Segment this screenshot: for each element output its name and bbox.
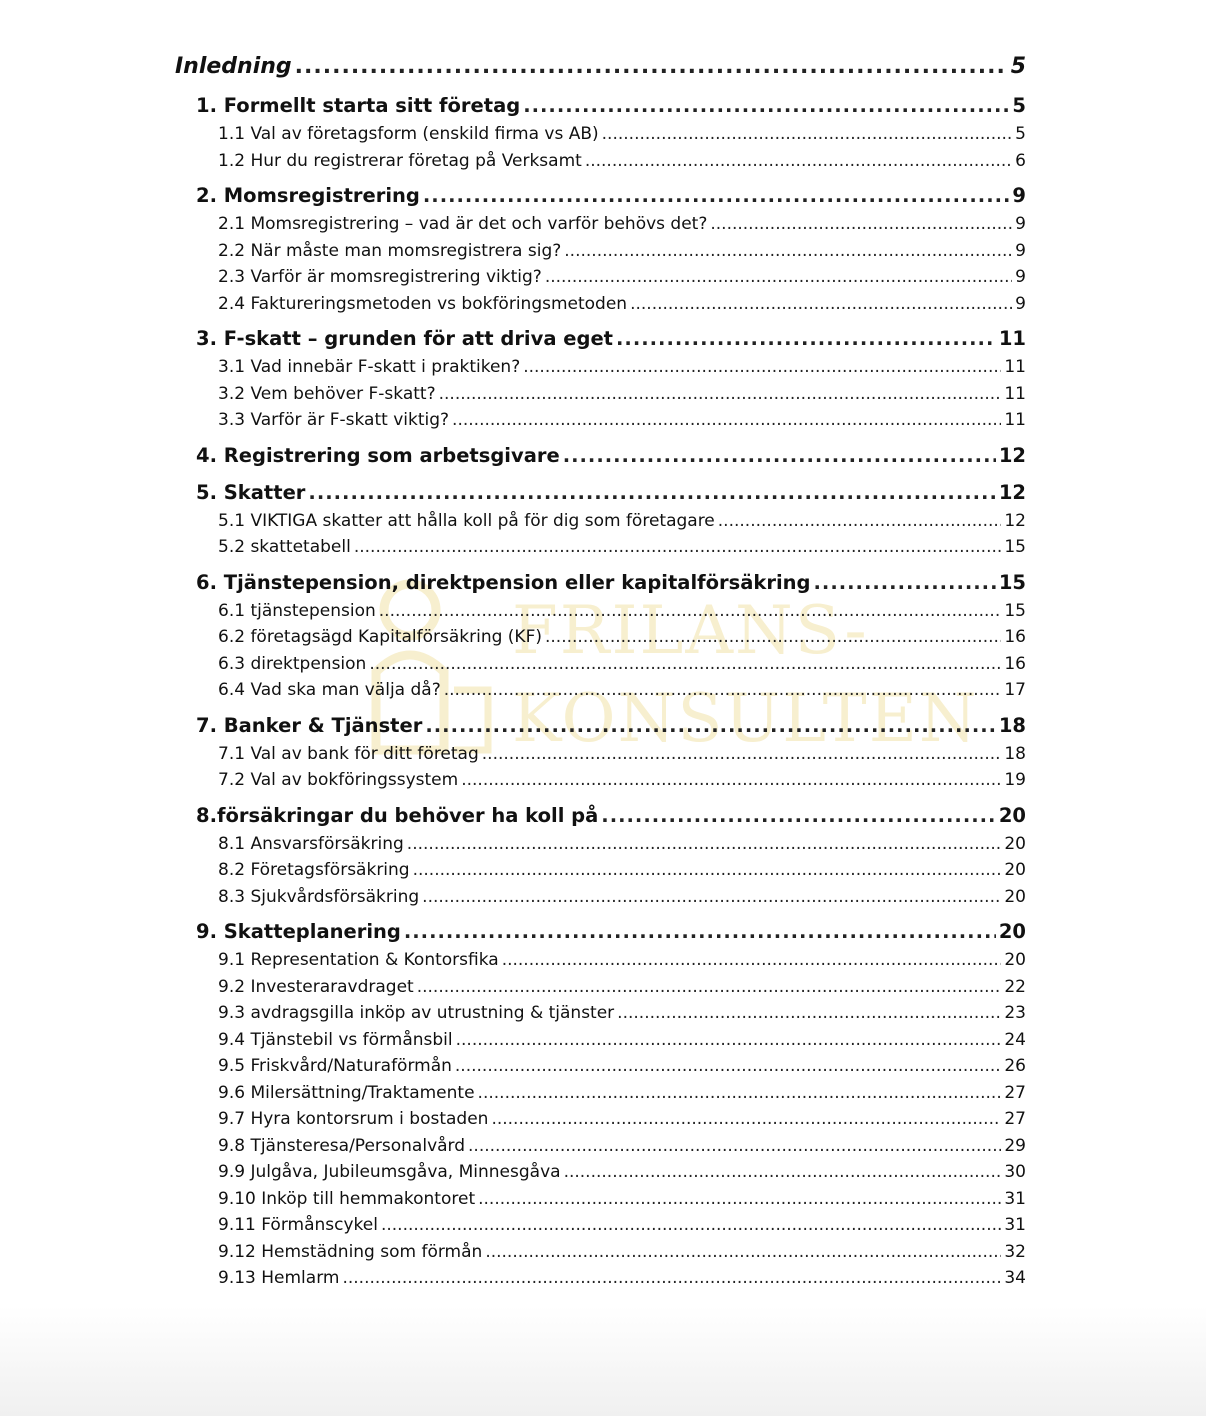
dot-leader bbox=[545, 264, 1012, 291]
toc-subsection-entry[interactable] bbox=[175, 1053, 1026, 1080]
toc-subsection-entry[interactable] bbox=[175, 354, 1026, 381]
toc-subsection-entry-page: 5 bbox=[1015, 124, 1026, 144]
toc-section-heading-title: 6. Tjänstepension, direktpension eller kapitalförsäkring bbox=[196, 570, 811, 594]
dot-leader bbox=[616, 323, 996, 354]
toc-subsection-entry-title: 9.12 Hemstädning som förmån bbox=[218, 1241, 483, 1262]
toc-subsection-entry-title: 6.4 Vad ska man välja då? bbox=[218, 680, 441, 700]
toc-section-heading-page: 20 bbox=[998, 920, 1026, 943]
toc-subsection-entry[interactable] bbox=[175, 264, 1026, 291]
toc-subsection-entry-page: 11 bbox=[1004, 383, 1026, 404]
toc-section-heading[interactable] bbox=[175, 477, 1026, 508]
toc-subsection-entry[interactable] bbox=[175, 148, 1026, 175]
toc-section-heading-title: 9. Skatteplanering bbox=[196, 920, 401, 943]
toc-subsection-entry-page: 27 bbox=[1004, 1109, 1026, 1129]
watermark-line1: FRILANS- bbox=[512, 592, 869, 669]
toc-subsection-entry-page: 16 bbox=[1004, 653, 1026, 674]
dot-leader bbox=[295, 50, 1008, 84]
toc-subsection-entry-page: 20 bbox=[1004, 860, 1026, 880]
dot-leader bbox=[308, 477, 995, 508]
toc-subsection-entry[interactable] bbox=[175, 1186, 1026, 1213]
toc-subsection-entry[interactable] bbox=[175, 857, 1026, 884]
toc-subsection-entry[interactable] bbox=[175, 407, 1026, 434]
toc-subsection-entry-title: 6.1 tjänstepension bbox=[218, 600, 376, 621]
dot-leader bbox=[545, 624, 1001, 651]
toc-subsection-entry[interactable] bbox=[175, 947, 1026, 974]
toc-section-heading-page: 15 bbox=[998, 570, 1026, 594]
toc-subsection-entry-title: 1.1 Val av företagsform (enskild firma vs AB) bbox=[218, 124, 599, 144]
toc-subsection-entry-page: 24 bbox=[1004, 1029, 1026, 1050]
dot-leader bbox=[461, 767, 1001, 794]
toc-subsection-entry-title: 3.1 Vad innebär F-skatt i praktiken? bbox=[218, 357, 521, 377]
toc-section-heading-title: 3. F-skatt – grunden för att driva eget bbox=[196, 327, 614, 350]
toc-subsection-entry-title: 2.1 Momsregistrering – vad är det och varför behövs det? bbox=[218, 214, 708, 234]
toc-section-heading[interactable] bbox=[175, 567, 1026, 598]
dot-leader bbox=[564, 238, 1012, 265]
dot-leader bbox=[601, 800, 996, 831]
toc-subsection-entry-page: 20 bbox=[1004, 886, 1026, 907]
dot-leader bbox=[478, 1186, 1001, 1213]
dot-leader bbox=[381, 1212, 1001, 1239]
toc-section bbox=[175, 477, 1026, 561]
toc-subsection-entry[interactable] bbox=[175, 677, 1026, 704]
dot-leader bbox=[502, 947, 1002, 974]
toc-section-heading[interactable] bbox=[175, 90, 1026, 121]
toc-subsection-entry[interactable] bbox=[175, 1239, 1026, 1266]
dot-leader bbox=[422, 884, 1001, 911]
toc-subsection-entry-title: 7.2 Val av bokföringssystem bbox=[218, 770, 459, 790]
toc-section-heading-page: 18 bbox=[998, 713, 1026, 737]
toc-section-heading-page: 20 bbox=[998, 803, 1026, 827]
toc-subsection-entry-title: 9.9 Julgåva, Jubileumsgåva, Minnesgåva bbox=[218, 1162, 561, 1182]
toc-section-heading-title: 4. Registrering som arbetsgivare bbox=[196, 443, 560, 467]
toc-section-heading[interactable] bbox=[175, 180, 1026, 211]
toc-subsection-entry-title: 6.3 direktpension bbox=[218, 653, 367, 674]
dot-leader bbox=[439, 381, 1002, 408]
toc-subsection-entry-page: 15 bbox=[1004, 600, 1026, 621]
toc-subsection-entry-page: 11 bbox=[1004, 357, 1026, 377]
toc-subsection-entry-title: 8.3 Sjukvårdsförsäkring bbox=[218, 886, 420, 907]
dot-leader bbox=[379, 598, 1002, 625]
toc-subsection-entry-page: 32 bbox=[1004, 1241, 1026, 1262]
toc-subsection-entry-title: 6.2 företagsägd Kapitalförsäkring (KF) bbox=[218, 627, 542, 647]
toc-subsection-entry-page: 22 bbox=[1004, 976, 1026, 997]
toc-subsection-entry-title: 9.5 Friskvård/Naturaförmån bbox=[218, 1056, 452, 1076]
toc-subsection-entry-page: 9 bbox=[1015, 267, 1026, 287]
toc-subsection-entry[interactable] bbox=[175, 381, 1026, 408]
toc-subsection-entry-title: 9.13 Hemlarm bbox=[218, 1268, 340, 1288]
toc-subsection-entry[interactable] bbox=[175, 1159, 1026, 1186]
toc-subsection-entry[interactable] bbox=[175, 508, 1026, 535]
dot-leader bbox=[710, 211, 1012, 238]
dot-leader bbox=[585, 148, 1012, 175]
toc-subsection-entry-title: 1.2 Hur du registrerar företag på Verksamt bbox=[218, 150, 582, 171]
toc-subsection-entry-page: 20 bbox=[1004, 950, 1026, 970]
toc-subsection-entry[interactable] bbox=[175, 291, 1026, 318]
toc-subsection-entry-page: 31 bbox=[1004, 1188, 1026, 1209]
toc-subsection-entry-page: 18 bbox=[1004, 743, 1026, 764]
toc-section bbox=[175, 710, 1026, 794]
toc-section-heading[interactable] bbox=[175, 800, 1026, 831]
toc-subsection-entry-page: 34 bbox=[1004, 1268, 1026, 1288]
toc-intro-page: 5 bbox=[1010, 54, 1026, 79]
dot-leader bbox=[455, 1053, 1001, 1080]
dot-leader bbox=[468, 1133, 1001, 1160]
toc-subsection-entry[interactable] bbox=[175, 1000, 1026, 1027]
toc-subsection-entry[interactable] bbox=[175, 238, 1026, 265]
toc-subsection-entry[interactable] bbox=[175, 1106, 1026, 1133]
toc-section bbox=[175, 916, 1026, 1292]
dot-leader bbox=[342, 1265, 1001, 1292]
toc-intro-entry[interactable] bbox=[175, 50, 1026, 84]
toc-subsection-entry-page: 30 bbox=[1004, 1162, 1026, 1182]
toc-subsection-entry-page: 26 bbox=[1004, 1056, 1026, 1076]
toc-subsection-entry-title: 5.1 VIKTIGA skatter att hålla koll på för dig som företagare bbox=[218, 510, 715, 531]
toc-section-heading-page: 11 bbox=[998, 327, 1026, 350]
toc-section-heading[interactable] bbox=[175, 440, 1026, 471]
toc-subsection-entry[interactable] bbox=[175, 651, 1026, 678]
toc-section-heading[interactable] bbox=[175, 323, 1026, 354]
toc-subsection-entry-title: 2.2 När måste man momsregistrera sig? bbox=[218, 240, 562, 261]
toc-subsection-entry-title: 9.3 avdragsgilla inköp av utrustning & tjänster bbox=[218, 1003, 615, 1023]
toc-subsection-entry-title: 9.4 Tjänstebil vs förmånsbil bbox=[218, 1029, 453, 1050]
toc-subsection-entry-page: 17 bbox=[1004, 680, 1026, 700]
toc-subsection-entry[interactable] bbox=[175, 624, 1026, 651]
toc-subsection-entry-page: 16 bbox=[1004, 627, 1026, 647]
toc-subsection-entry-page: 9 bbox=[1015, 240, 1026, 261]
toc-subsection-entry-page: 19 bbox=[1004, 770, 1026, 790]
dot-leader bbox=[718, 508, 1002, 535]
toc-section bbox=[175, 323, 1026, 434]
dot-leader bbox=[369, 651, 1001, 678]
dot-leader bbox=[413, 857, 1002, 884]
toc-subsection-entry[interactable] bbox=[175, 1212, 1026, 1239]
toc-subsection-entry[interactable] bbox=[175, 1265, 1026, 1292]
toc-subsection-entry-page: 20 bbox=[1004, 833, 1026, 854]
toc-subsection-entry[interactable] bbox=[175, 121, 1026, 148]
toc-section-heading-title: 5. Skatter bbox=[196, 480, 306, 504]
toc-subsection-entry[interactable] bbox=[175, 598, 1026, 625]
toc-section-heading-page: 12 bbox=[998, 443, 1026, 467]
toc-subsection-entry-title: 8.1 Ansvarsförsäkring bbox=[218, 833, 404, 854]
dot-leader bbox=[456, 1027, 1002, 1054]
dot-leader bbox=[630, 291, 1012, 318]
table-of-contents bbox=[175, 50, 1026, 1292]
toc-subsection-entry-page: 9 bbox=[1015, 214, 1026, 234]
dot-leader bbox=[523, 354, 1001, 381]
dot-leader bbox=[407, 831, 1002, 858]
toc-section-heading-title: 1. Formellt starta sitt företag bbox=[196, 94, 521, 117]
toc-subsection-entry[interactable] bbox=[175, 211, 1026, 238]
page-bottom-shadow bbox=[0, 1306, 1206, 1416]
toc-subsection-entry[interactable] bbox=[175, 1080, 1026, 1107]
toc-subsection-entry-page: 12 bbox=[1004, 510, 1026, 531]
toc-section bbox=[175, 567, 1026, 704]
toc-subsection-entry-title: 3.2 Vem behöver F-skatt? bbox=[218, 383, 436, 404]
toc-subsection-entry[interactable] bbox=[175, 974, 1026, 1001]
toc-subsection-entry-title: 9.2 Investeraravdraget bbox=[218, 976, 414, 997]
toc-subsection-entry-title: 9.8 Tjänsteresa/Personalvård bbox=[218, 1135, 466, 1156]
toc-section-heading-title: 7. Banker & Tjänster bbox=[196, 713, 423, 737]
toc-subsection-entry-title: 5.2 skattetabell bbox=[218, 537, 351, 557]
dot-leader bbox=[482, 741, 1002, 768]
toc-subsection-entry[interactable] bbox=[175, 831, 1026, 858]
dot-leader bbox=[491, 1106, 1001, 1133]
dot-leader bbox=[452, 407, 1001, 434]
toc-section-heading-page: 12 bbox=[998, 480, 1026, 504]
toc-subsection-entry-title: 2.3 Varför är momsregistrering viktig? bbox=[218, 267, 542, 287]
dot-leader bbox=[814, 567, 996, 598]
toc-subsection-entry[interactable] bbox=[175, 884, 1026, 911]
toc-subsection-entry-title: 7.1 Val av bank för ditt företag bbox=[218, 743, 479, 764]
toc-section-heading-title: 8.försäkringar du behöver ha koll på bbox=[196, 803, 599, 827]
toc-subsection-entry-title: 9.6 Milersättning/Traktamente bbox=[218, 1082, 475, 1103]
toc-subsection-entry-title: 8.2 Företagsförsäkring bbox=[218, 860, 410, 880]
dot-leader bbox=[602, 121, 1013, 148]
dot-leader bbox=[417, 974, 1002, 1001]
dot-leader bbox=[564, 1159, 1002, 1186]
toc-subsection-entry[interactable] bbox=[175, 767, 1026, 794]
watermark-line2: KONSULTEN bbox=[512, 680, 979, 757]
toc-subsection-entry[interactable] bbox=[175, 1027, 1026, 1054]
toc-intro-title: Inledning bbox=[175, 54, 292, 79]
dot-leader bbox=[617, 1000, 1001, 1027]
dot-leader bbox=[563, 440, 996, 471]
toc-section bbox=[175, 440, 1026, 471]
toc-subsection-entry-page: 23 bbox=[1004, 1003, 1026, 1023]
toc-subsection-entry-title: 9.10 Inköp till hemmakontoret bbox=[218, 1188, 476, 1209]
toc-subsection-entry-title: 3.3 Varför är F-skatt viktig? bbox=[218, 410, 450, 430]
toc-subsection-entry-page: 9 bbox=[1015, 293, 1026, 314]
toc-section bbox=[175, 800, 1026, 911]
toc-section bbox=[175, 180, 1026, 317]
dot-leader bbox=[425, 710, 996, 741]
toc-section-heading-page: 5 bbox=[1012, 94, 1026, 117]
toc-subsection-entry-title: 2.4 Faktureringsmetoden vs bokföringsmetoden bbox=[218, 293, 628, 314]
toc-subsection-entry-page: 29 bbox=[1004, 1135, 1026, 1156]
toc-section-heading-title: 2. Momsregistrering bbox=[196, 184, 420, 207]
toc-sections bbox=[175, 90, 1026, 1292]
toc-subsection-entry-page: 31 bbox=[1004, 1215, 1026, 1235]
dot-leader bbox=[404, 916, 996, 947]
toc-section-heading[interactable] bbox=[175, 916, 1026, 947]
dot-leader bbox=[485, 1239, 1001, 1266]
toc-subsection-entry-page: 27 bbox=[1004, 1082, 1026, 1103]
toc-subsection-entry-page: 15 bbox=[1004, 537, 1026, 557]
toc-subsection-entry-page: 11 bbox=[1004, 410, 1026, 430]
toc-subsection-entry-title: 9.7 Hyra kontorsrum i bostaden bbox=[218, 1109, 489, 1129]
toc-section bbox=[175, 90, 1026, 174]
toc-subsection-entry-title: 9.1 Representation & Kontorsfika bbox=[218, 950, 499, 970]
toc-section-heading[interactable] bbox=[175, 710, 1026, 741]
toc-subsection-entry-page: 6 bbox=[1015, 150, 1026, 171]
toc-subsection-entry[interactable] bbox=[175, 534, 1026, 561]
toc-subsection-entry-title: 9.11 Förmånscykel bbox=[218, 1215, 378, 1235]
toc-subsection-entry[interactable] bbox=[175, 741, 1026, 768]
dot-leader bbox=[354, 534, 1002, 561]
dot-leader bbox=[423, 180, 1010, 211]
dot-leader bbox=[444, 677, 1002, 704]
toc-subsection-entry[interactable] bbox=[175, 1133, 1026, 1160]
dot-leader bbox=[478, 1080, 1002, 1107]
toc-section-heading-page: 9 bbox=[1012, 184, 1026, 207]
dot-leader bbox=[523, 90, 1009, 121]
